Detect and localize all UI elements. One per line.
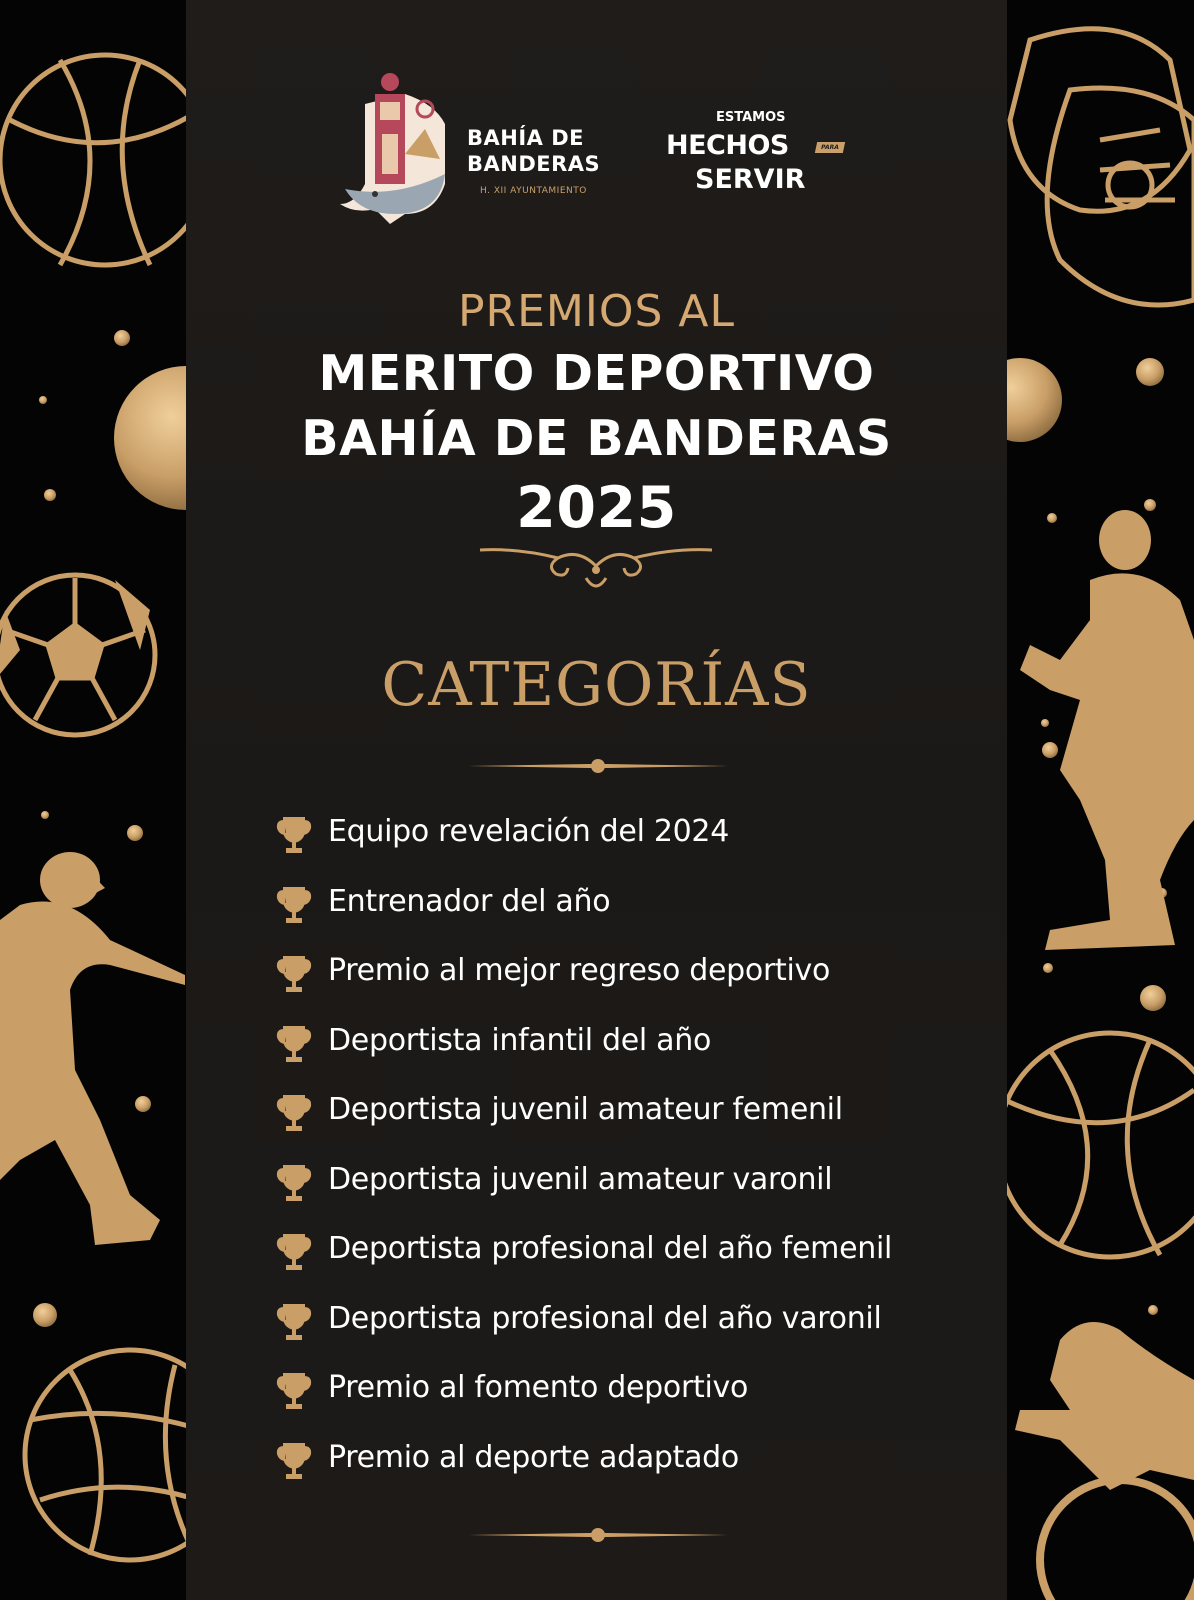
- trophy-icon: [276, 1094, 312, 1134]
- title-line1: MERITO DEPORTIVO: [318, 345, 875, 402]
- boxing-gloves-icon: [1010, 29, 1194, 305]
- list-item: [276, 1021, 976, 1091]
- trophy-icon: [276, 886, 312, 926]
- trophy-icon: [276, 1164, 312, 1204]
- category-label: Entrenador del año: [328, 883, 611, 919]
- trophy-icon: [276, 816, 312, 856]
- category-label: Premio al fomento deportivo: [328, 1370, 749, 1405]
- ornament-flourish: [478, 546, 714, 596]
- list-item: [276, 1299, 976, 1369]
- category-label: Deportista juvenil amateur femenil: [328, 1092, 843, 1127]
- soccer-ball-icon: [0, 575, 155, 735]
- basketball-icon: [0, 55, 210, 265]
- list-item: [276, 1160, 976, 1230]
- category-label: Premio al deporte adaptado: [328, 1439, 739, 1475]
- baseball-player-silhouette: [0, 852, 185, 1245]
- list-item: [276, 812, 976, 882]
- categories-heading: CATEGORÍAS: [381, 650, 812, 720]
- slogan: [666, 108, 856, 198]
- title-line2: BAHÍA DE BANDERAS: [301, 410, 892, 467]
- category-label: Premio al mejor regreso deportivo: [328, 953, 831, 988]
- title-year: 2025: [516, 475, 677, 541]
- logo-line2: BANDERAS: [467, 152, 601, 176]
- category-label: Equipo revelación del 2024: [328, 814, 729, 849]
- list-item: [276, 1090, 976, 1160]
- category-label: Deportista profesional del año varonil: [328, 1300, 882, 1336]
- trophy-icon: [276, 955, 312, 995]
- trophy-icon: [276, 1303, 312, 1343]
- divider-bottom: [468, 1527, 728, 1543]
- cyclist-silhouette: [1015, 1322, 1194, 1600]
- list-item: [276, 1438, 976, 1508]
- category-label: Deportista juvenil amateur varonil: [328, 1161, 833, 1197]
- list-item: [276, 1229, 976, 1299]
- slogan-line1: ESTAMOS: [716, 110, 786, 125]
- slogan-line3: SERVIR: [695, 164, 806, 195]
- logo-line1: BAHÍA DE: [467, 126, 584, 150]
- list-item: [276, 882, 976, 952]
- logo-subtitle: H. XII AYUNTAMIENTO: [480, 186, 587, 196]
- slogan-line2: HECHOS: [666, 130, 789, 161]
- slogan-para-badge: PARA: [815, 142, 845, 153]
- trophy-icon: [276, 1372, 312, 1412]
- whale-church-logo-icon: [335, 64, 465, 234]
- pre-title: PREMIOS AL: [457, 286, 735, 337]
- trophy-icon: [276, 1442, 312, 1482]
- category-label: Deportista infantil del año: [328, 1022, 711, 1058]
- trophy-icon: [276, 1233, 312, 1273]
- trophy-icon: [276, 1025, 312, 1065]
- list-item: [276, 951, 976, 1021]
- runner-silhouette: [1020, 510, 1194, 950]
- basketball-icon: [998, 1033, 1194, 1257]
- list-item: [276, 1368, 976, 1438]
- divider-top: [468, 758, 728, 774]
- category-label: Deportista profesional del año femenil: [328, 1231, 893, 1266]
- municipality-logo: [335, 64, 625, 234]
- category-list: [276, 812, 976, 1507]
